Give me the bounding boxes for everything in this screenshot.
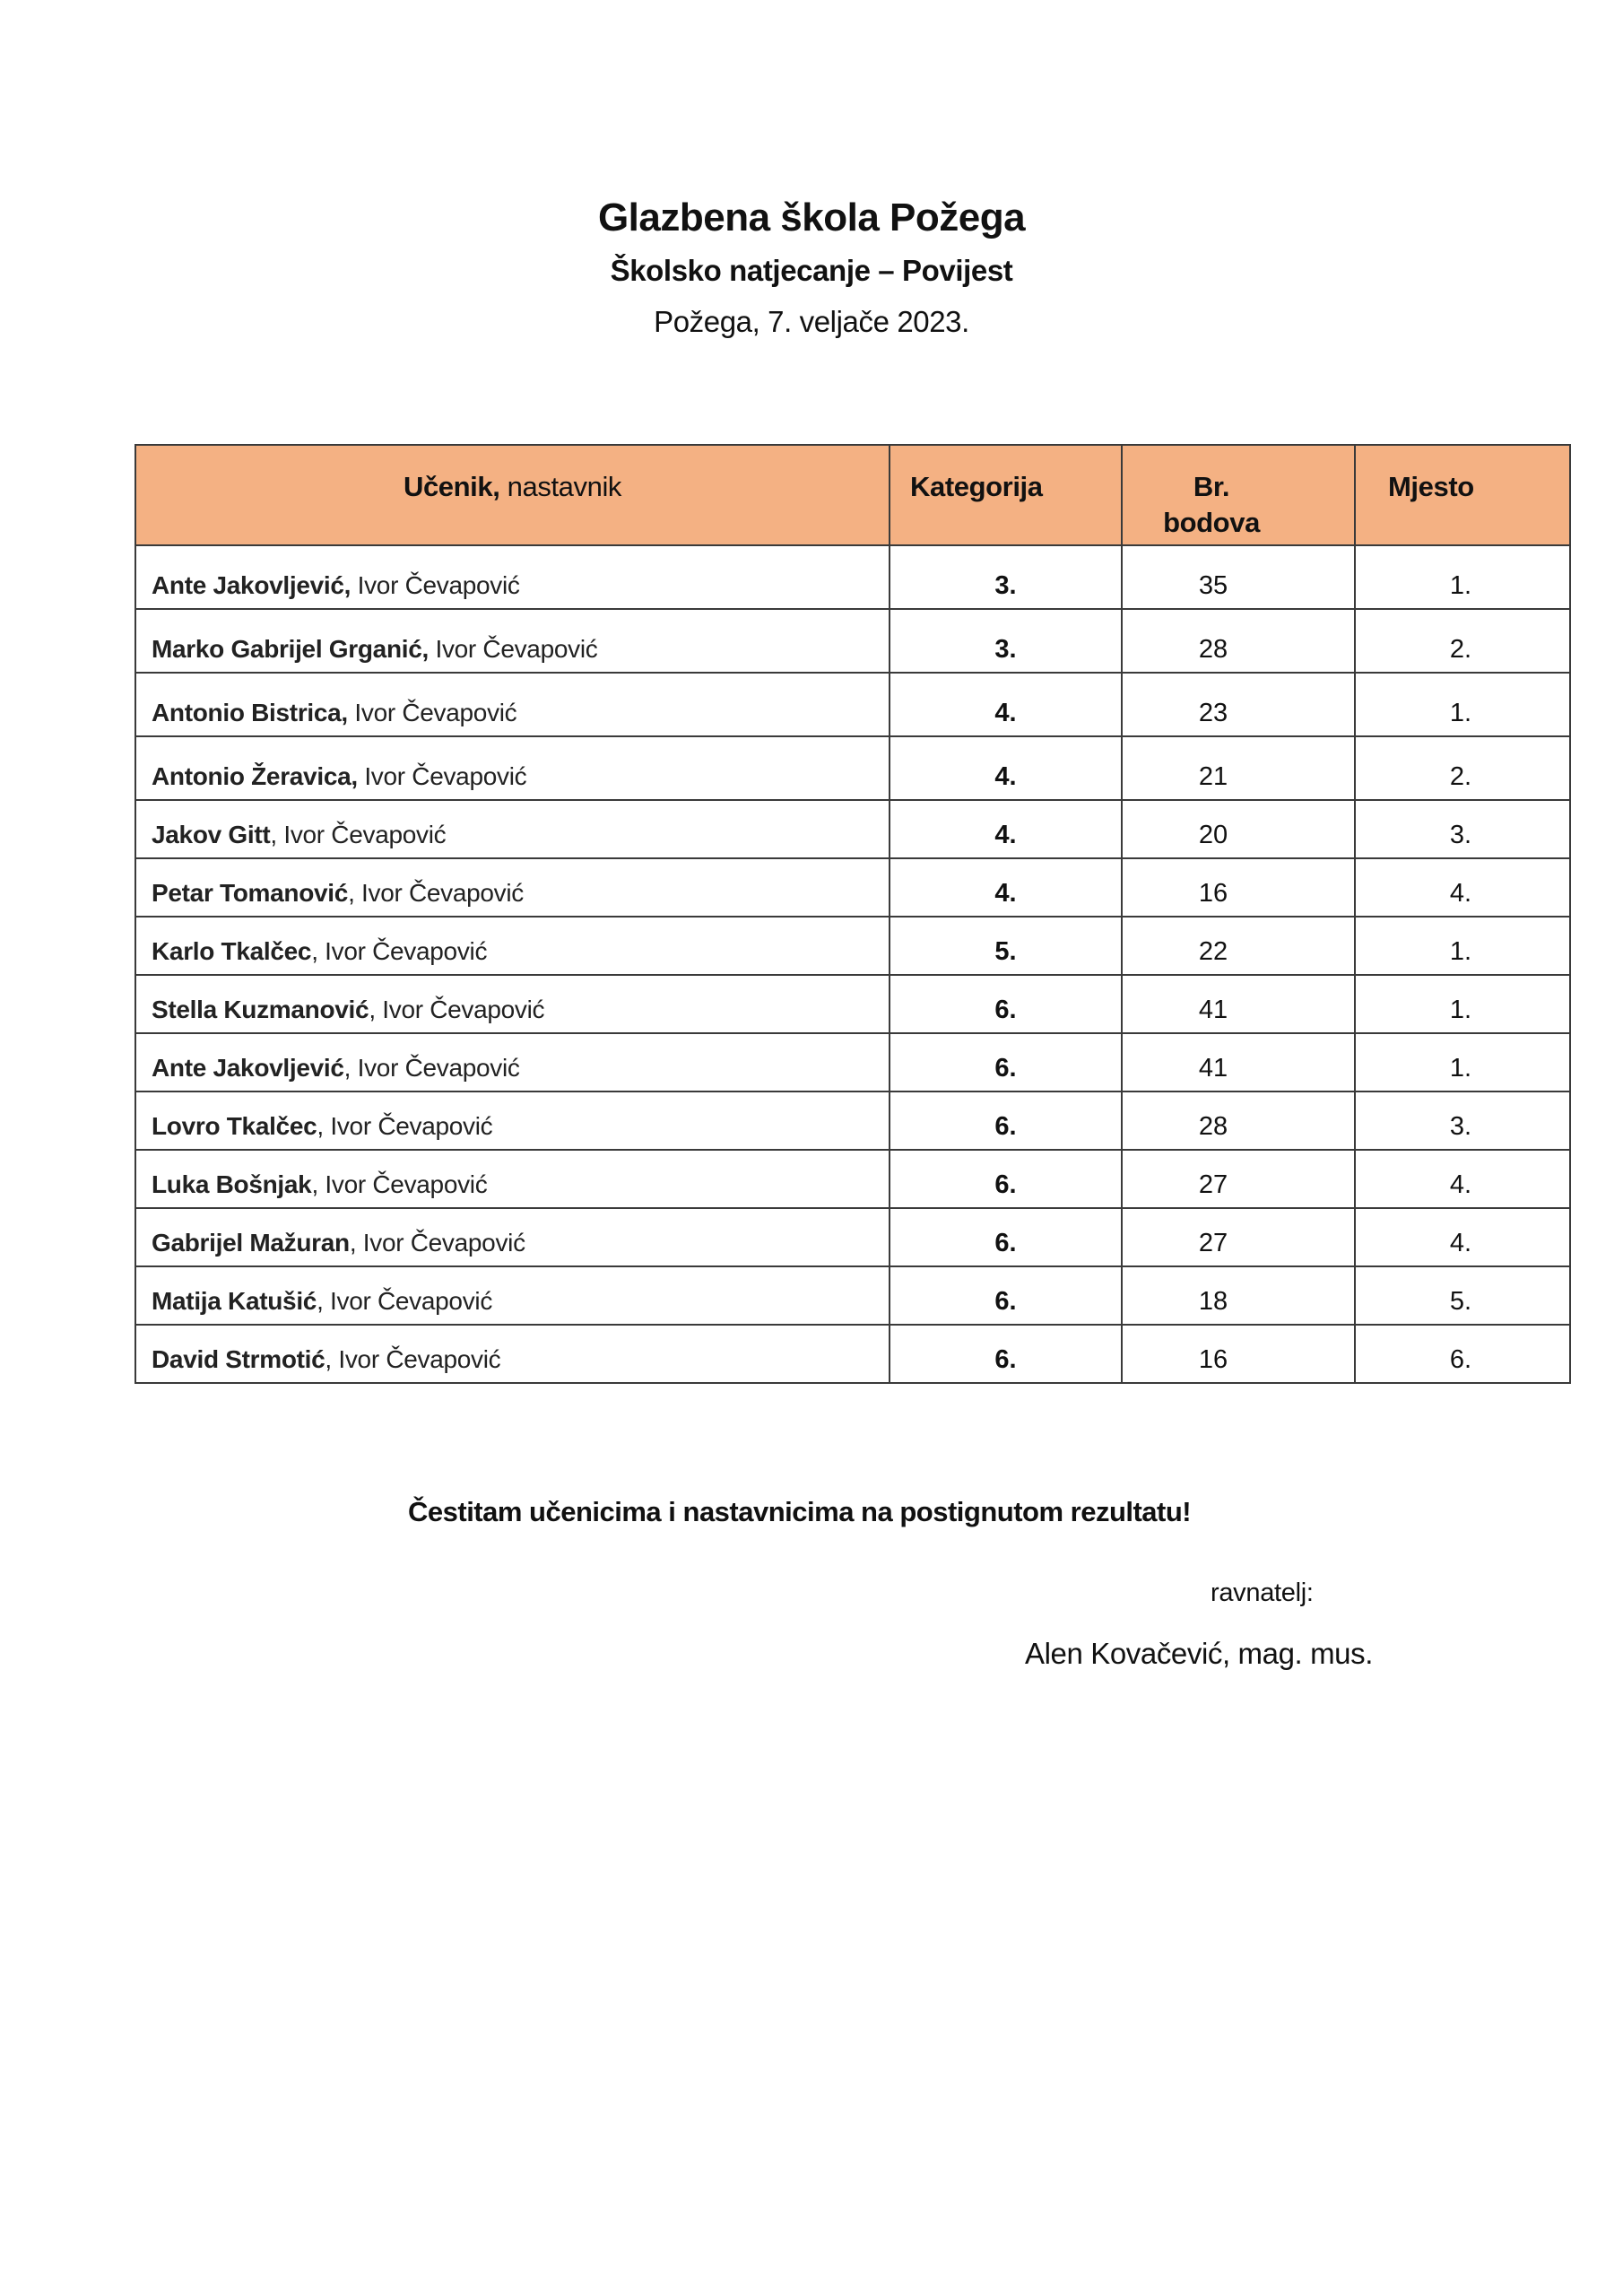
cell-category: 5. <box>890 917 1122 975</box>
cell-category: 6. <box>890 1091 1122 1150</box>
teacher-name: , Ivor Čevapović <box>311 1170 488 1198</box>
table-row <box>135 800 1570 858</box>
column-header-points-line2: bodova <box>1163 507 1260 538</box>
cell-category: 6. <box>890 1325 1122 1383</box>
table-row <box>135 1150 1570 1208</box>
cell-place: 1. <box>1355 1033 1570 1091</box>
table-row <box>135 1266 1570 1325</box>
teacher-name: Ivor Čevapović <box>351 571 520 599</box>
table-row <box>135 975 1570 1033</box>
teacher-name: , Ivor Čevapović <box>311 937 488 965</box>
place-date: Požega, 7. veljače 2023. <box>654 305 969 338</box>
cell-category: 4. <box>890 800 1122 858</box>
column-header-place: Mjesto <box>1355 445 1570 545</box>
cell-category: 4. <box>890 858 1122 917</box>
teacher-name: Ivor Čevapović <box>428 635 598 663</box>
student-name: Luka Bošnjak <box>152 1170 312 1198</box>
cell-points: 27 <box>1122 1150 1355 1208</box>
table-row <box>135 1091 1570 1150</box>
cell-student-teacher <box>135 800 890 858</box>
results-table <box>135 444 1571 1384</box>
cell-place: 1. <box>1355 975 1570 1033</box>
cell-points: 23 <box>1122 673 1355 736</box>
table-row <box>135 609 1570 673</box>
student-name: Marko Gabrijel Grganić, <box>152 635 429 663</box>
cell-student-teacher <box>135 858 890 917</box>
column-header-student: Učenik, <box>403 471 500 502</box>
student-name: Ante Jakovljević <box>152 1054 344 1082</box>
cell-student-teacher <box>135 917 890 975</box>
congratulations-message: Čestitam učenicima i nastavnicima na postignutom rezultatu! <box>408 1496 1192 1527</box>
table-body <box>135 545 1570 1383</box>
cell-points: 41 <box>1122 1033 1355 1091</box>
cell-category: 6. <box>890 1033 1122 1091</box>
cell-place: 4. <box>1355 1208 1570 1266</box>
column-header-points <box>1122 445 1355 545</box>
cell-student-teacher <box>135 1325 890 1383</box>
column-header-category: Kategorija <box>890 445 1122 545</box>
cell-category: 3. <box>890 609 1122 673</box>
teacher-name: , Ivor Čevapović <box>348 879 525 907</box>
cell-place: 6. <box>1355 1325 1570 1383</box>
student-name: Karlo Tkalčec <box>152 937 312 965</box>
table-row <box>135 545 1570 609</box>
cell-place: 5. <box>1355 1266 1570 1325</box>
table-row <box>135 858 1570 917</box>
cell-category: 4. <box>890 736 1122 800</box>
cell-category: 6. <box>890 1266 1122 1325</box>
cell-place: 4. <box>1355 858 1570 917</box>
teacher-name: Ivor Čevapović <box>357 762 527 790</box>
cell-place: 1. <box>1355 917 1570 975</box>
student-name: Gabrijel Mažuran <box>152 1229 350 1257</box>
cell-points: 16 <box>1122 1325 1355 1383</box>
cell-student-teacher <box>135 1150 890 1208</box>
teacher-name: , Ivor Čevapović <box>343 1054 520 1082</box>
cell-category: 3. <box>890 545 1122 609</box>
column-header-points-line1: Br. <box>1193 471 1230 502</box>
cell-place: 2. <box>1355 609 1570 673</box>
cell-points: 35 <box>1122 545 1355 609</box>
student-name: Petar Tomanović <box>152 879 349 907</box>
teacher-name: , Ivor Čevapović <box>317 1112 493 1140</box>
cell-student-teacher <box>135 545 890 609</box>
table-header-row <box>135 445 1570 545</box>
cell-points: 20 <box>1122 800 1355 858</box>
table-row <box>135 1208 1570 1266</box>
cell-category: 4. <box>890 673 1122 736</box>
cell-place: 3. <box>1355 800 1570 858</box>
school-title: Glazbena škola Požega <box>597 196 1026 239</box>
table-row <box>135 736 1570 800</box>
teacher-name: , Ivor Čevapović <box>270 821 447 848</box>
student-name: David Strmotić <box>152 1345 325 1373</box>
cell-place: 3. <box>1355 1091 1570 1150</box>
cell-student-teacher <box>135 1091 890 1150</box>
table-row <box>135 673 1570 736</box>
student-name: Matija Katušić <box>152 1287 317 1315</box>
cell-points: 41 <box>1122 975 1355 1033</box>
teacher-name: , Ivor Čevapović <box>325 1345 501 1373</box>
cell-place: 4. <box>1355 1150 1570 1208</box>
student-name: Antonio Bistrica, <box>152 699 348 726</box>
teacher-name: Ivor Čevapović <box>347 699 517 726</box>
cell-points: 22 <box>1122 917 1355 975</box>
cell-points: 28 <box>1122 609 1355 673</box>
cell-student-teacher <box>135 1208 890 1266</box>
student-name: Antonio Žeravica, <box>152 762 358 790</box>
cell-place: 2. <box>1355 736 1570 800</box>
cell-points: 27 <box>1122 1208 1355 1266</box>
teacher-name: , Ivor Čevapović <box>369 996 545 1023</box>
cell-student-teacher <box>135 609 890 673</box>
student-name: Stella Kuzmanović <box>152 996 369 1023</box>
table-row <box>135 1325 1570 1383</box>
student-name: Ante Jakovljević, <box>152 571 352 599</box>
teacher-name: , Ivor Čevapović <box>349 1229 525 1257</box>
cell-category: 6. <box>890 1150 1122 1208</box>
signer-name: Alen Kovačević, mag. mus. <box>1025 1637 1373 1670</box>
table-row <box>135 917 1570 975</box>
cell-student-teacher <box>135 1033 890 1091</box>
table-row <box>135 1033 1570 1091</box>
column-header-teacher: nastavnik <box>499 471 622 502</box>
cell-category: 6. <box>890 1208 1122 1266</box>
cell-student-teacher <box>135 736 890 800</box>
teacher-name: , Ivor Čevapović <box>317 1287 493 1315</box>
cell-place: 1. <box>1355 545 1570 609</box>
cell-points: 16 <box>1122 858 1355 917</box>
cell-points: 21 <box>1122 736 1355 800</box>
signer-role: ravnatelj: <box>1211 1578 1314 1607</box>
cell-category: 6. <box>890 975 1122 1033</box>
cell-points: 28 <box>1122 1091 1355 1150</box>
column-header-student-teacher <box>135 445 890 545</box>
cell-place: 1. <box>1355 673 1570 736</box>
cell-points: 18 <box>1122 1266 1355 1325</box>
student-name: Jakov Gitt <box>152 821 271 848</box>
competition-subtitle: Školsko natjecanje – Povijest <box>610 254 1013 287</box>
student-name: Lovro Tkalčec <box>152 1112 317 1140</box>
cell-student-teacher <box>135 975 890 1033</box>
cell-student-teacher <box>135 673 890 736</box>
cell-student-teacher <box>135 1266 890 1325</box>
